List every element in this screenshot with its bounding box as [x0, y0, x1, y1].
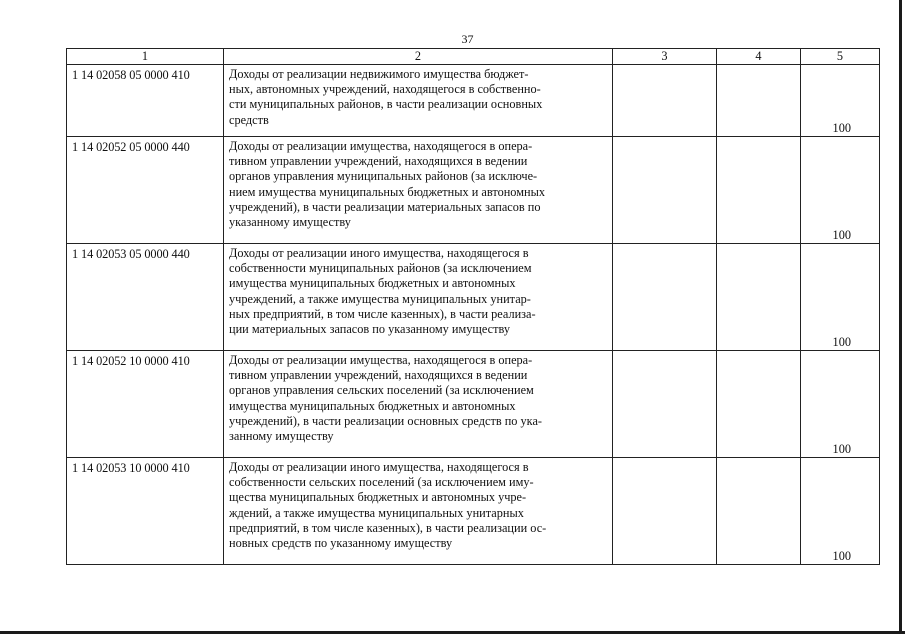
page-number: 37: [461, 32, 474, 46]
revenue-description: [224, 458, 613, 565]
column-4-cell: [717, 458, 801, 565]
description-line: ции материальных запасов по указанному имуществу: [229, 322, 510, 337]
classification-code: 1 14 02052 10 0000 410: [67, 351, 224, 458]
revenue-description: [224, 137, 613, 244]
description-line: собственности муниципальных районов (за исключением: [229, 261, 532, 276]
column-3-cell: [613, 244, 717, 351]
table-row: [67, 244, 880, 351]
description-line: занному имуществу: [229, 429, 334, 444]
description-line: учреждений), в части реализации материальных запасов по: [229, 199, 541, 214]
description-line: Доходы от реализации иного имущества, находящегося в: [229, 246, 529, 260]
table-row: [67, 137, 880, 244]
column-header: 2: [224, 49, 613, 65]
description-line: имущества муниципальных бюджетных и автономных: [229, 276, 516, 291]
norm-percent-value: 100: [801, 458, 880, 565]
revenue-description: [224, 351, 613, 458]
column-3-cell: [613, 65, 717, 137]
description-line: учреждений, а также имущества муниципальных унитар-: [229, 291, 531, 306]
description-line: щества муниципальных бюджетных и автономных учре-: [229, 490, 527, 505]
norm-percent-value: 100: [801, 244, 880, 351]
description-line: Доходы от реализации иного имущества, находящегося в: [229, 460, 529, 474]
description-line: тивном управлении учреждений, находящихся в ведении: [229, 154, 528, 169]
column-header: 3: [613, 49, 717, 65]
column-header: 5: [801, 49, 880, 65]
description-line: имущества муниципальных бюджетных и автономных: [229, 398, 516, 413]
table-row: [67, 458, 880, 565]
description-line: предприятий, в том числе казенных), в части реализации ос-: [229, 520, 547, 535]
norm-percent-value: 100: [801, 351, 880, 458]
description-line: нием имущества муниципальных бюджетных и автономных: [229, 184, 545, 199]
scan-page-edge-right: [899, 0, 902, 634]
column-3-cell: [613, 137, 717, 244]
description-line: органов управления муниципальных районов (за исключе-: [229, 169, 538, 184]
description-line: средств: [229, 112, 269, 127]
description-line: Доходы от реализации имущества, находящегося в опера-: [229, 139, 533, 153]
description-line: собственности сельских поселений (за исключением иму-: [229, 475, 534, 490]
description-line: Доходы от реализации недвижимого имущества бюджет-: [229, 67, 529, 81]
description-line: новных средств по указанному имуществу: [229, 536, 453, 551]
table-row: [67, 65, 880, 137]
column-4-cell: [717, 351, 801, 458]
column-header: 1: [67, 49, 224, 65]
column-3-cell: [613, 458, 717, 565]
revenue-description: [224, 244, 613, 351]
description-line: тивном управлении учреждений, находящихся в ведении: [229, 368, 528, 383]
classification-code: 1 14 02058 05 0000 410: [67, 65, 224, 137]
classification-code: 1 14 02052 05 0000 440: [67, 137, 224, 244]
norm-percent-value: 100: [801, 137, 880, 244]
column-3-cell: [613, 351, 717, 458]
description-line: сти муниципальных районов, в части реализации основных: [229, 97, 543, 112]
revenue-table: [66, 48, 880, 565]
description-line: учреждений), в части реализации основных средств по ука-: [229, 413, 542, 428]
revenue-description: [224, 65, 613, 137]
description-line: ных предприятий, в том числе казенных), в части реализа-: [229, 306, 536, 321]
table-header-row: [67, 49, 880, 65]
column-4-cell: [717, 244, 801, 351]
norm-percent-value: 100: [801, 65, 880, 137]
column-4-cell: [717, 65, 801, 137]
description-line: Доходы от реализации имущества, находящегося в опера-: [229, 353, 533, 367]
table-row: [67, 351, 880, 458]
classification-code: 1 14 02053 05 0000 440: [67, 244, 224, 351]
description-line: ных, автономных учреждений, находящегося в собственно-: [229, 82, 541, 97]
classification-code: 1 14 02053 10 0000 410: [67, 458, 224, 565]
description-line: ждений, а также имущества муниципальных унитарных: [229, 505, 524, 520]
scan-page-edge-bottom: [0, 631, 905, 634]
column-4-cell: [717, 137, 801, 244]
description-line: указанному имуществу: [229, 215, 351, 230]
description-line: органов управления сельских поселений (за исключением: [229, 383, 534, 398]
column-header: 4: [717, 49, 801, 65]
